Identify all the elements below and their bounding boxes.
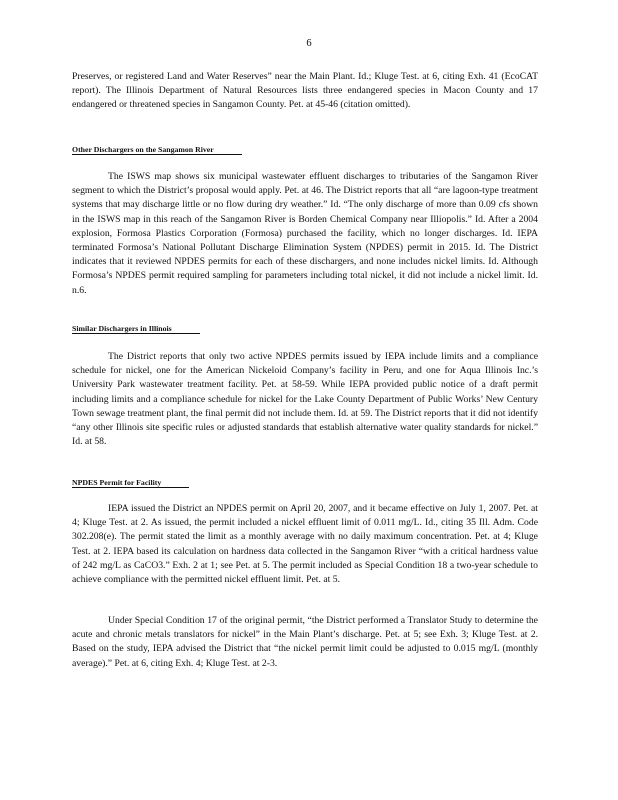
- paragraph-text: Preserves, or registered Land and Water Reserves” near the Main Plant. Id.; Kluge Test. at 6, citing Exh. 41 (EcoCAT report). The Illinois Department of Natural Resources lists three endangered species in Macon County and 17 endangered or threatened species in Sangamon County. Pet. at 45-46 (citation omitted).: [72, 71, 538, 111]
- paragraph-text: IEPA issued the District an NPDES permit on April 20, 2007, and it became effective on July 1, 2007. Pet. at 4; Kluge Test. at 2. As issued, the permit included a nickel effluent limit of 0.011 mg/L. Id., citing 35 Ill. Adm. Code 302.208(e). The permit stated the limit as a monthly average with no daily maximum concentration. Pet. at 4; Kluge Test. at 2. IEPA based its calculation on hardness data collected in the Sangamon River “with a critical hardness value of 242 mg/L as CaCO3.” Exh. 2 at 1; see Pet. at 5. The permit included as Special Condition 18 a two-year schedule to achieve compliance with the permitted nickel effluent limit. Pet. at 5.: [72, 503, 538, 586]
- page-number: 6: [306, 38, 312, 49]
- section-heading-similar-dischargers: Similar Dischargers in Illinois: [72, 324, 200, 334]
- paragraph-similar-dischargers: [72, 350, 538, 449]
- paragraph-text: The ISWS map shows six municipal wastewater effluent discharges to tributaries of the Sangamon River segment to which the District’s proposal would apply. Pet. at 46. The District reports that all “are lagoon-type treatment systems that may discharge little or no flow during dry weather.” Id. “The only discharge of more than 0.09 cfs shown in the ISWS map in this reach of the Sangamon River is Borden Chemical Company near Illiopolis.” Id. After a 2004 explosion, Formosa Plastics Corporation (Formosa) purchased the facility, which no longer discharges. Id. IEPA terminated Formosa’s National Pollutant Discharge Elimination System (NPDES) permit in 2015. Id. The District indicates that it reviewed NPDES permits for each of these dischargers, and none includes nickel limits. Id. Although Formosa’s NPDES permit required sampling for parameters including total nickel, it did not include a nickel limit. Id. n.6.: [72, 171, 538, 296]
- paragraph-special-condition: [72, 614, 538, 671]
- paragraph-npdes-permit: [72, 502, 538, 587]
- section-heading-npdes-permit: NPDES Permit for Facility: [72, 478, 189, 488]
- section-heading-other-dischargers: Other Dischargers on the Sangamon River: [72, 145, 242, 155]
- paragraph-text: Under Special Condition 17 of the original permit, “the District performed a Translator Study to determine the acute and chronic metals translators for nickel” in the Main Plant’s discharge. Pet. at 5; see Exh. 3; Kluge Test. at 2. Based on the study, IEPA advised the District that “the nickel permit limit could be adjusted to 0.015 mg/L (monthly average).” Pet. at 6, citing Exh. 4; Kluge Test. at 2-3.: [72, 615, 538, 669]
- paragraph-text: The District reports that only two active NPDES permits issued by IEPA include limits and a compliance schedule for nickel, one for the American Nickeloid Company’s facility in Peru, and one for Aqua Illinois Inc.’s University Park wastewater treatment facility. Pet. at 58-59. While IEPA provided public notice of a draft permit including limits and a compliance schedule for nickel for the Lake County Department of Public Works’ New Century Town sewage treatment plant, the final permit did not include them. Id. at 59. The District reports that it did not identify “any other Illinois site specific rules or adjusted standards that establish alternative water quality standards for nickel.” Id. at 58.: [72, 351, 538, 448]
- paragraph-intro: [72, 70, 538, 113]
- paragraph-other-dischargers: [72, 170, 538, 298]
